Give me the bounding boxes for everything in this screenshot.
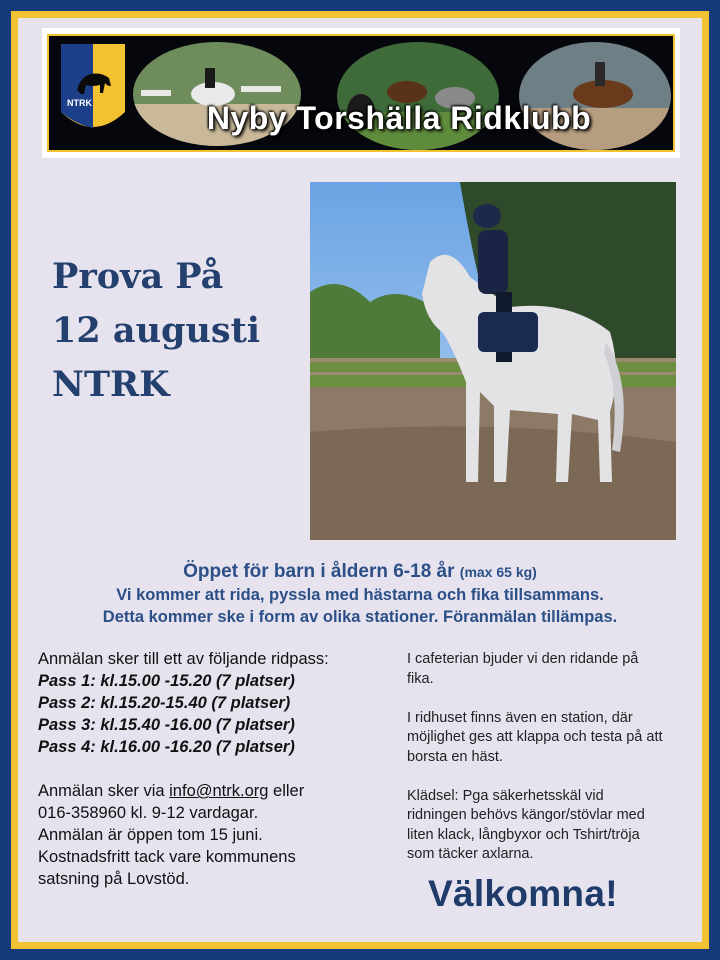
pass-2: Pass 2: kl.15.20-15.40 (7 platser) bbox=[38, 694, 291, 712]
signup-heading: Anmälan sker till ett av följande ridpass: bbox=[38, 650, 329, 668]
contact-suffix: eller bbox=[268, 782, 305, 800]
poster bbox=[18, 18, 702, 942]
free-of-charge-line-1: Kostnadsfritt tack vare kommunens bbox=[38, 848, 296, 866]
contact-prefix: Anmälan sker via bbox=[38, 782, 170, 800]
grooming-station-info: I ridhuset finns även en station, där möjlighet ges att klappa och testa på att borsta en häst. bbox=[407, 709, 663, 765]
pass-1: Pass 1: kl.15.00 -15.20 (7 platser) bbox=[38, 672, 295, 690]
contact-line bbox=[38, 780, 388, 802]
weight-limit-text: (max 65 kg) bbox=[459, 564, 537, 580]
age-info bbox=[48, 560, 672, 584]
pass-3: Pass 3: kl.15.40 -16.00 (7 platser) bbox=[38, 716, 295, 734]
free-of-charge-line-2: satsning på Lovstöd. bbox=[38, 870, 190, 888]
pass-4: Pass 4: kl.16.00 -16.20 (7 platser) bbox=[38, 738, 295, 756]
email-link[interactable]: info@ntrk.org bbox=[169, 782, 269, 800]
cafe-info: I cafeterian bjuder vi den ridande på fika. bbox=[407, 651, 639, 687]
headline-line-1: Prova På bbox=[52, 256, 224, 297]
ntrk-logo bbox=[61, 44, 125, 142]
signup-section bbox=[38, 648, 388, 890]
intro-text bbox=[48, 560, 672, 628]
headline-line-3: NTRK bbox=[52, 364, 170, 405]
age-range-text: Öppet för barn i åldern 6-18 år bbox=[183, 561, 455, 582]
banner-image-strip bbox=[47, 34, 675, 152]
welcome-text: Välkomna! bbox=[428, 873, 618, 914]
club-banner bbox=[42, 28, 680, 158]
signup-open-line: Anmälan är öppen tom 15 juni. bbox=[38, 826, 263, 844]
clothing-info: Klädsel: Pga säkerhetsskäl vid ridningen behövs kängor/stövlar med liten klack, långbyxor och Tshirt/tröja som täcker axlarna. bbox=[407, 787, 645, 862]
stations-description: Detta kommer ske i form av olika stationer. Föranmälan tillämpas. bbox=[102, 608, 618, 626]
activity-description: Vi kommer att rida, pyssla med hästarna och fika tillsammans. bbox=[116, 586, 604, 604]
phone-line: 016-358960 kl. 9-12 vardagar. bbox=[38, 804, 259, 822]
info-section bbox=[407, 650, 667, 884]
headline-date: 12 augusti bbox=[52, 310, 261, 351]
logo-letters: NTRK bbox=[67, 98, 92, 108]
club-name-title: Nyby Torshälla Ridklubb bbox=[206, 100, 592, 136]
event-headline bbox=[52, 250, 302, 412]
rider-on-grey-horse-photo bbox=[310, 182, 676, 540]
